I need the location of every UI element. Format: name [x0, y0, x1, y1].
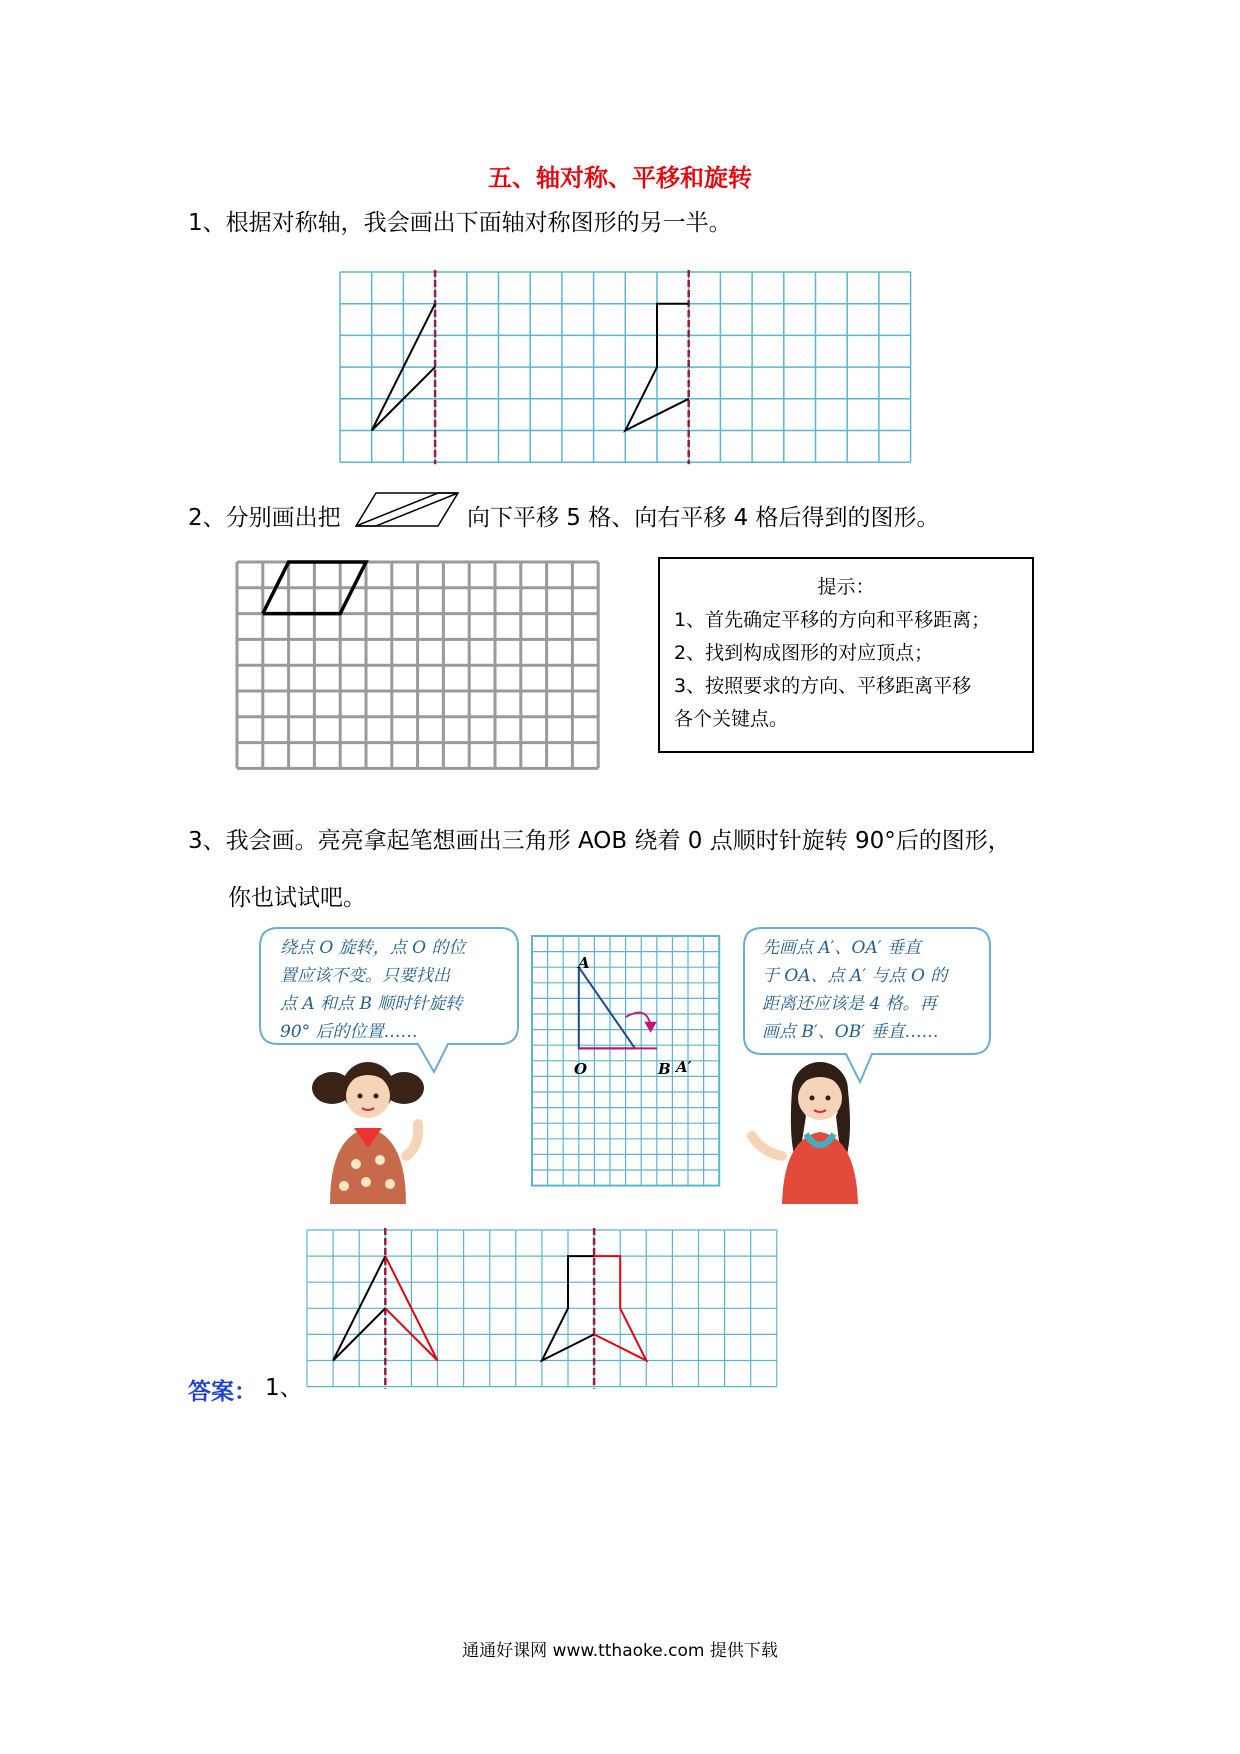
question-3-line1: 3、我会画。亮亮拿起笔想画出三角形 AOB 绕着 0 点顺时针旋转 90°后的图形， [188, 828, 1011, 854]
question-1-text: 1、根据对称轴，我会画出下面轴对称图形的另一半。 [188, 210, 732, 236]
hint-line: 2、找到构成图形的对应顶点； [674, 642, 934, 664]
bubble-left-line: 点 A 和点 B 顺时针旋转 [280, 994, 463, 1014]
answer-grid [305, 1228, 775, 1384]
question-2-suffix: 向下平移 5 格、向右平移 4 格后得到的图形。 [467, 505, 940, 531]
hint-title: 提示： [817, 576, 875, 598]
answer-item: 1、 [265, 1375, 303, 1401]
girl-right-illustration [732, 1056, 882, 1206]
bubble-left-text [280, 934, 510, 1046]
rotation-arrow-head [644, 1022, 656, 1033]
label-b: B [658, 1060, 671, 1078]
hint-line: 1、首先确定平移的方向和平移距离； [674, 609, 991, 631]
hint-line: 各个关键点。 [674, 708, 789, 730]
question-2-prefix: 2、分别画出把 [188, 505, 341, 531]
symmetry-grid [338, 270, 910, 458]
page-title: 五、轴对称、平移和旋转 [488, 164, 752, 192]
hint-line: 3、按照要求的方向、平移距离平移 [674, 675, 972, 697]
label-o: O [574, 1060, 588, 1078]
answer-label: 答案： [188, 1379, 257, 1405]
bubble-right-line: 于 OA、点 A′ 与点 O 的 [762, 966, 948, 986]
bubble-right-text [762, 934, 982, 1046]
label-a: A [578, 954, 590, 972]
page-footer: 通通好课网 www.tthaoke.com 提供下载 [462, 1641, 778, 1661]
question-3-line2: 你也试试吧。 [228, 885, 366, 911]
parallelogram-icon [352, 490, 462, 530]
bubble-right-line: 先画点 A′、OA′ 垂直 [762, 938, 922, 958]
bubble-left-line: 绕点 O 旋转，点 O 的位 [280, 938, 466, 958]
rotation-grid [530, 934, 724, 1190]
bubble-left-line: 置应该不变。只要找出 [280, 966, 450, 986]
bubble-left-line: 90° 后的位置…… [280, 1022, 418, 1042]
girl-left-illustration [300, 1056, 440, 1206]
translation-grid [235, 560, 619, 792]
bubble-right-line: 距离还应该是 4 格。再 [762, 994, 937, 1014]
hint-box [658, 557, 1034, 753]
bubble-right-line: 画点 B′、OB′ 垂直…… [762, 1022, 939, 1042]
triangle-aob [579, 967, 635, 1048]
label-a-prime: A′ [676, 1058, 692, 1076]
